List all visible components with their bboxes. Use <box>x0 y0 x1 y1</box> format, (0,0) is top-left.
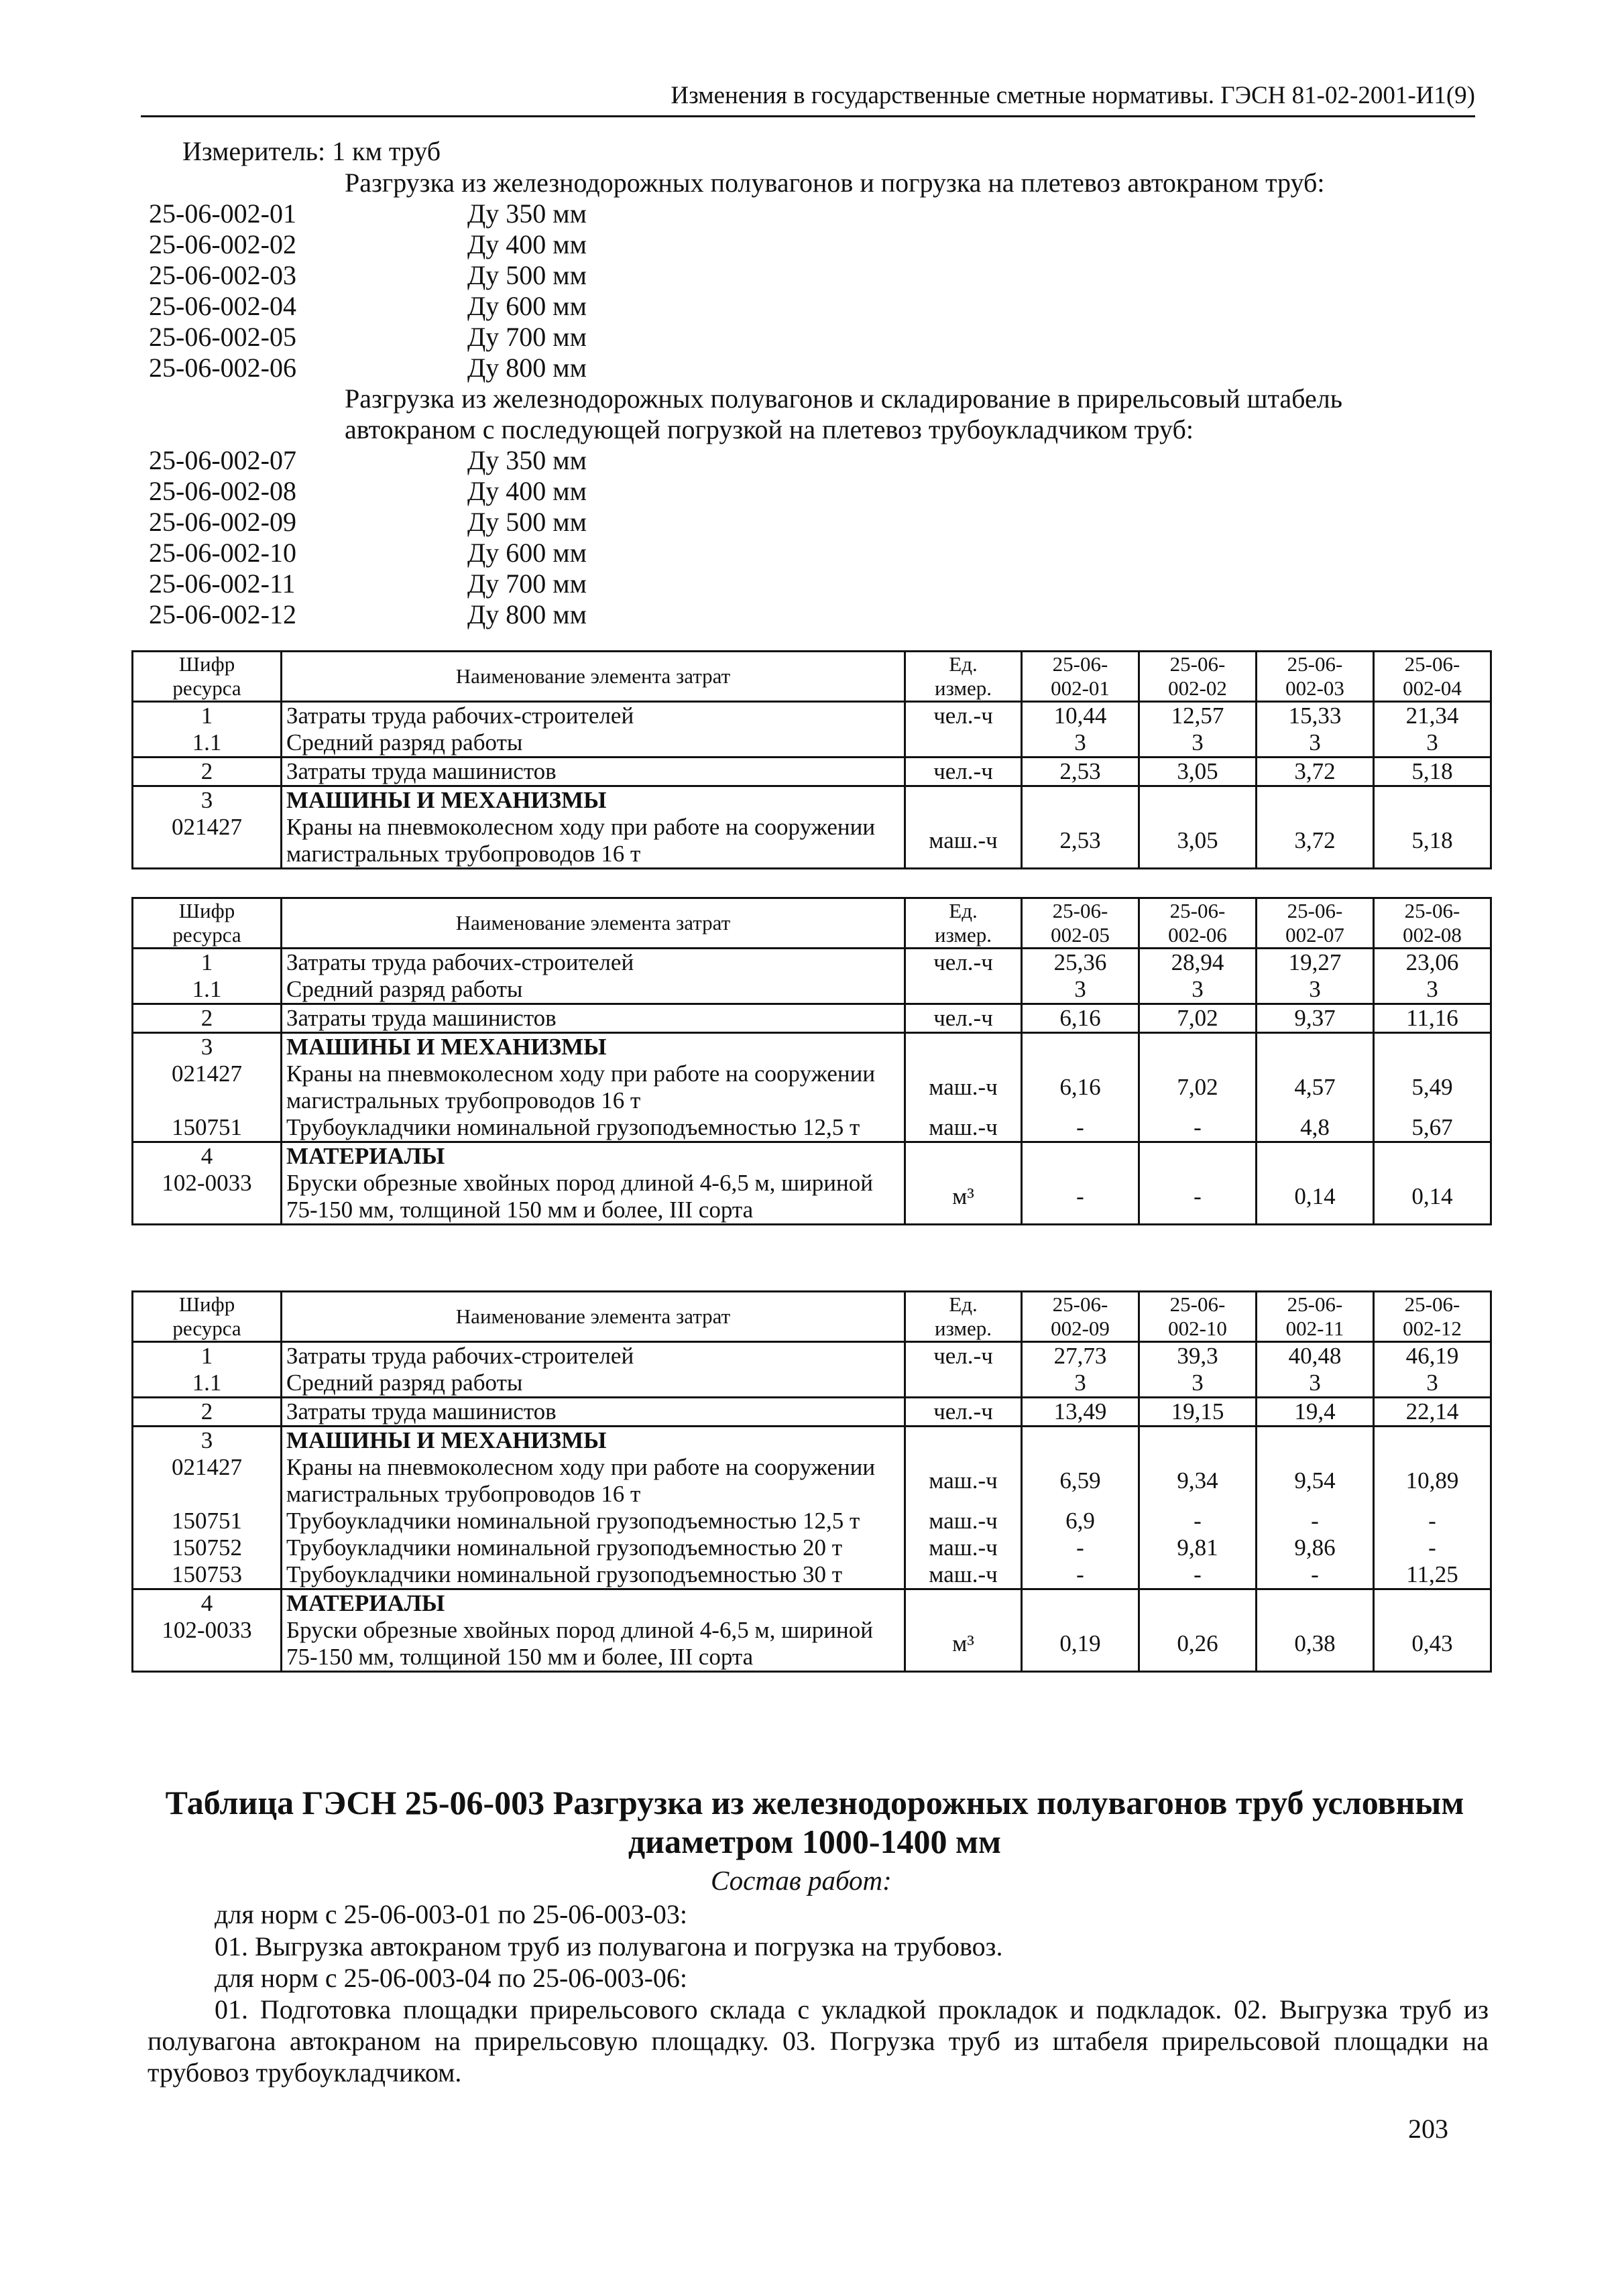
row-code: 1 <box>133 949 282 977</box>
row-value: 10,44 <box>1022 702 1139 730</box>
row-unit: чел.-ч <box>905 1398 1022 1427</box>
list-item <box>149 507 1490 538</box>
norm-list <box>149 168 1490 630</box>
row-code: 2 <box>133 1398 282 1427</box>
section-heading: МАШИНЫ И МЕХАНИЗМЫ <box>282 1427 905 1455</box>
row-code: 150751 <box>133 1508 282 1534</box>
row-value: 9,54 <box>1257 1454 1374 1508</box>
row-value: 0,14 <box>1374 1170 1491 1225</box>
row-value: 0,19 <box>1022 1617 1139 1672</box>
row-value: 3 <box>1139 976 1257 1004</box>
list-item <box>149 568 1490 599</box>
row-code: 3 <box>133 786 282 814</box>
header-code: Шифр ресурса <box>133 898 282 949</box>
list-item <box>149 353 1490 383</box>
composition-label: Состав работ: <box>711 1865 892 1896</box>
row-unit: маш.-ч <box>905 1114 1022 1142</box>
table-row <box>133 1454 1491 1508</box>
header-unit: Ед. измер. <box>905 898 1022 949</box>
row-name: Трубоукладчики номинальной грузоподъемностью 30 т <box>282 1561 905 1589</box>
table-row <box>133 1061 1491 1114</box>
list-item <box>149 445 1490 476</box>
row-value: 19,27 <box>1257 949 1374 977</box>
table-row <box>133 976 1491 1004</box>
row-value: 7,02 <box>1139 1004 1257 1033</box>
row-value: 3 <box>1374 976 1491 1004</box>
norm-code: 25-06-002-11 <box>149 568 296 599</box>
row-value: - <box>1139 1114 1257 1142</box>
row-code: 1.1 <box>133 976 282 1004</box>
row-value: 3 <box>1139 1370 1257 1398</box>
row-code: 3 <box>133 1033 282 1061</box>
table-section-row <box>133 1033 1491 1061</box>
row-value: 5,49 <box>1374 1061 1491 1114</box>
norm-desc: Ду 500 мм <box>467 260 587 290</box>
row-value: 19,4 <box>1257 1398 1374 1427</box>
norm-desc: Ду 500 мм <box>467 507 587 537</box>
row-unit: маш.-ч <box>905 1508 1022 1534</box>
work-line: 01. Выгрузка автокраном труб из полувагона и погрузка на трубовоз. <box>215 1931 1003 1961</box>
list-item <box>149 260 1490 291</box>
row-name: Средний разряд работы <box>282 729 905 758</box>
table-row <box>133 729 1491 758</box>
row-value: 3,72 <box>1257 814 1374 869</box>
row-value: 2,53 <box>1022 814 1139 869</box>
norm-desc: Ду 600 мм <box>467 538 587 568</box>
header-norm-code: 25-06- 002-06 <box>1139 898 1257 949</box>
row-value: - <box>1257 1508 1374 1534</box>
row-code: 021427 <box>133 814 282 869</box>
row-value: - <box>1139 1561 1257 1589</box>
row-name: Краны на пневмоколесном ходу при работе на сооружении магистральных трубопроводов 16 т <box>282 814 905 869</box>
row-value: 23,06 <box>1374 949 1491 977</box>
row-code: 2 <box>133 758 282 786</box>
norm-code: 25-06-002-01 <box>149 198 296 229</box>
header-norm-code: 25-06- 002-10 <box>1139 1292 1257 1342</box>
row-name: Затраты труда рабочих-строителей <box>282 1342 905 1370</box>
table-row <box>133 1398 1491 1427</box>
row-name: Затраты труда машинистов <box>282 758 905 786</box>
row-value: 2,53 <box>1022 758 1139 786</box>
norm-code: 25-06-002-03 <box>149 260 296 290</box>
list-item <box>149 476 1490 507</box>
header-code: Шифр ресурса <box>133 1292 282 1342</box>
list-item <box>149 538 1490 568</box>
row-value: 22,14 <box>1374 1398 1491 1427</box>
table-row <box>133 1508 1491 1534</box>
table-header-row <box>133 652 1491 702</box>
row-name: Краны на пневмоколесном ходу при работе на сооружении магистральных трубопроводов 16 т <box>282 1454 905 1508</box>
row-name: Средний разряд работы <box>282 976 905 1004</box>
row-unit: чел.-ч <box>905 702 1022 730</box>
header-norm-code: 25-06- 002-01 <box>1022 652 1139 702</box>
row-value: 3 <box>1022 729 1139 758</box>
row-value: 6,16 <box>1022 1061 1139 1114</box>
row-code: 021427 <box>133 1061 282 1114</box>
table-row <box>133 702 1491 730</box>
row-value: - <box>1374 1534 1491 1561</box>
work-line: для норм с 25-06-003-01 по 25-06-003-03: <box>215 1899 688 1929</box>
row-code: 3 <box>133 1427 282 1455</box>
row-value: 3,05 <box>1139 814 1257 869</box>
row-code: 4 <box>133 1142 282 1170</box>
row-unit <box>905 976 1022 1004</box>
norm-desc: Ду 700 мм <box>467 322 587 352</box>
row-code: 102-0033 <box>133 1170 282 1225</box>
resource-table-2 <box>131 897 1492 1225</box>
section-heading: МАТЕРИАЛЫ <box>282 1589 905 1618</box>
row-code: 150751 <box>133 1114 282 1142</box>
header-norm-code: 25-06- 002-07 <box>1257 898 1374 949</box>
row-value: 46,19 <box>1374 1342 1491 1370</box>
norm-desc: Ду 350 мм <box>467 198 587 229</box>
row-value: 6,16 <box>1022 1004 1139 1033</box>
page-number: 203 <box>1408 2114 1448 2144</box>
row-name: Затраты труда машинистов <box>282 1004 905 1033</box>
row-value: 3 <box>1139 729 1257 758</box>
row-value: 4,57 <box>1257 1061 1374 1114</box>
table-row <box>133 1617 1491 1672</box>
norm-desc: Ду 800 мм <box>467 599 587 629</box>
row-code: 1 <box>133 702 282 730</box>
norm-desc: Ду 400 мм <box>467 476 587 506</box>
row-value: 0,14 <box>1257 1170 1374 1225</box>
row-name: Трубоукладчики номинальной грузоподъемностью 12,5 т <box>282 1508 905 1534</box>
row-name: Затраты труда рабочих-строителей <box>282 949 905 977</box>
table-row <box>133 949 1491 977</box>
header-norm-code: 25-06- 002-02 <box>1139 652 1257 702</box>
table-section-row <box>133 1142 1491 1170</box>
row-value: 3 <box>1374 1370 1491 1398</box>
table-row <box>133 1534 1491 1561</box>
row-value: 11,16 <box>1374 1004 1491 1033</box>
header-unit: Ед. измер. <box>905 652 1022 702</box>
row-value: 13,49 <box>1022 1398 1139 1427</box>
row-name: Средний разряд работы <box>282 1370 905 1398</box>
row-value: 3 <box>1374 729 1491 758</box>
table-row <box>133 814 1491 869</box>
row-value: 3,72 <box>1257 758 1374 786</box>
table-row <box>133 1170 1491 1225</box>
header-norm-code: 25-06- 002-08 <box>1374 898 1491 949</box>
list-item <box>149 599 1490 630</box>
row-code: 1.1 <box>133 1370 282 1398</box>
norm-code: 25-06-002-07 <box>149 445 296 475</box>
list-item <box>149 229 1490 260</box>
norm-code: 25-06-002-10 <box>149 538 296 568</box>
row-value: 0,43 <box>1374 1617 1491 1672</box>
row-name: Трубоукладчики номинальной грузоподъемностью 12,5 т <box>282 1114 905 1142</box>
row-value: 7,02 <box>1139 1061 1257 1114</box>
row-code: 2 <box>133 1004 282 1033</box>
norm-desc: Ду 800 мм <box>467 353 587 383</box>
row-value: 3 <box>1257 729 1374 758</box>
row-code: 4 <box>133 1589 282 1618</box>
table-section-row <box>133 786 1491 814</box>
header-name: Наименование элемента затрат <box>282 898 905 949</box>
row-unit: маш.-ч <box>905 814 1022 869</box>
header-norm-code: 25-06- 002-03 <box>1257 652 1374 702</box>
header-norm-code: 25-06- 002-05 <box>1022 898 1139 949</box>
norm-code: 25-06-002-09 <box>149 507 296 537</box>
meter-line: Измеритель: 1 км труб <box>182 136 441 166</box>
row-value: 6,9 <box>1022 1508 1139 1534</box>
table-row <box>133 1561 1491 1589</box>
row-value: 3 <box>1022 976 1139 1004</box>
group-title-continued: автокраном с последующей погрузкой на плетевоз трубоукладчиком труб: <box>345 414 1194 444</box>
norm-desc: Ду 350 мм <box>467 445 587 475</box>
row-value: - <box>1022 1534 1139 1561</box>
norm-desc: Ду 600 мм <box>467 291 587 321</box>
section-heading: МАШИНЫ И МЕХАНИЗМЫ <box>282 1033 905 1061</box>
row-unit: чел.-ч <box>905 1342 1022 1370</box>
row-name: Краны на пневмоколесном ходу при работе на сооружении магистральных трубопроводов 16 т <box>282 1061 905 1114</box>
group-title: Разгрузка из железнодорожных полувагонов и погрузка на плетевоз автокраном труб: <box>345 168 1325 198</box>
row-value: 25,36 <box>1022 949 1139 977</box>
header-norm-code: 25-06- 002-12 <box>1374 1292 1491 1342</box>
row-value: - <box>1022 1114 1139 1142</box>
row-value: 3 <box>1022 1370 1139 1398</box>
norm-desc: Ду 700 мм <box>467 568 587 599</box>
row-value: 11,25 <box>1374 1561 1491 1589</box>
row-value: 0,38 <box>1257 1617 1374 1672</box>
row-value: - <box>1139 1508 1257 1534</box>
row-value: 19,15 <box>1139 1398 1257 1427</box>
row-value: - <box>1374 1508 1491 1534</box>
work-line: для норм с 25-06-003-04 по 25-06-003-06: <box>215 1963 688 1993</box>
row-value: 3 <box>1257 976 1374 1004</box>
row-value: 15,33 <box>1257 702 1374 730</box>
norm-desc: Ду 400 мм <box>467 229 587 259</box>
resource-table-1 <box>131 650 1492 869</box>
list-item <box>149 322 1490 353</box>
list-item <box>149 198 1490 229</box>
row-unit: чел.-ч <box>905 949 1022 977</box>
group-title: Разгрузка из железнодорожных полувагонов и складирование в прирельсовый штабель <box>345 383 1342 414</box>
row-value: 21,34 <box>1374 702 1491 730</box>
work-paragraph: 01. Подготовка площадки прирельсового склада с укладкой прокладок и подкладок. 02. Выгрузка труб из полувагона автокраном на прирельсовую площадку. 03. Погрузка труб из штабеля прирельсовой площадки на трубовоз трубоукладчиком. <box>148 1994 1489 2088</box>
row-value: 9,81 <box>1139 1534 1257 1561</box>
row-name: Бруски обрезные хвойных пород длиной 4-6,5 м, шириной 75-150 мм, толщиной 150 мм и более, III сорта <box>282 1617 905 1672</box>
list-item <box>149 291 1490 322</box>
running-header: Изменения в государственные сметные нормативы. ГЭСН 81-02-2001-И1(9) <box>141 79 1475 117</box>
row-name: Затраты труда рабочих-строителей <box>282 702 905 730</box>
row-value: 4,8 <box>1257 1114 1374 1142</box>
row-code: 021427 <box>133 1454 282 1508</box>
section-heading: МАТЕРИАЛЫ <box>282 1142 905 1170</box>
row-code: 150753 <box>133 1561 282 1589</box>
table-header-row <box>133 1292 1491 1342</box>
row-value: 40,48 <box>1257 1342 1374 1370</box>
table-row <box>133 758 1491 786</box>
row-value: 39,3 <box>1139 1342 1257 1370</box>
norm-code: 25-06-002-06 <box>149 353 296 383</box>
row-name: Бруски обрезные хвойных пород длиной 4-6,5 м, шириной 75-150 мм, толщиной 150 мм и более, III сорта <box>282 1170 905 1225</box>
header-code: Шифр ресурса <box>133 652 282 702</box>
row-code: 1 <box>133 1342 282 1370</box>
row-unit: м³ <box>905 1617 1022 1672</box>
row-value: - <box>1022 1170 1139 1225</box>
row-code: 150752 <box>133 1534 282 1561</box>
row-unit: маш.-ч <box>905 1561 1022 1589</box>
row-value: 28,94 <box>1139 949 1257 977</box>
norm-code: 25-06-002-02 <box>149 229 296 259</box>
table-row <box>133 1114 1491 1142</box>
row-unit: чел.-ч <box>905 758 1022 786</box>
row-name: Трубоукладчики номинальной грузоподъемностью 20 т <box>282 1534 905 1561</box>
row-name: Затраты труда машинистов <box>282 1398 905 1427</box>
row-value: 5,18 <box>1374 758 1491 786</box>
norm-code: 25-06-002-05 <box>149 322 296 352</box>
row-value: 6,59 <box>1022 1454 1139 1508</box>
row-unit: маш.-ч <box>905 1534 1022 1561</box>
row-code: 102-0033 <box>133 1617 282 1672</box>
row-value: 5,18 <box>1374 814 1491 869</box>
table-row <box>133 1370 1491 1398</box>
row-unit: маш.-ч <box>905 1454 1022 1508</box>
row-value: 12,57 <box>1139 702 1257 730</box>
section-title <box>134 1783 1495 1861</box>
row-value: 9,34 <box>1139 1454 1257 1508</box>
row-value: 0,26 <box>1139 1617 1257 1672</box>
table-section-row <box>133 1589 1491 1618</box>
row-value: 10,89 <box>1374 1454 1491 1508</box>
table-row <box>133 1342 1491 1370</box>
row-unit <box>905 1370 1022 1398</box>
row-value: 9,37 <box>1257 1004 1374 1033</box>
header-unit: Ед. измер. <box>905 1292 1022 1342</box>
section-title-line-2: диаметром 1000-1400 мм <box>628 1823 1002 1860</box>
row-value: 9,86 <box>1257 1534 1374 1561</box>
table-header-row <box>133 898 1491 949</box>
row-value: 3,05 <box>1139 758 1257 786</box>
header-norm-code: 25-06- 002-09 <box>1022 1292 1139 1342</box>
row-unit: маш.-ч <box>905 1061 1022 1114</box>
header-name: Наименование элемента затрат <box>282 1292 905 1342</box>
norm-code: 25-06-002-12 <box>149 599 296 629</box>
row-unit: чел.-ч <box>905 1004 1022 1033</box>
norm-code: 25-06-002-08 <box>149 476 296 506</box>
section-title-line-1: Таблица ГЭСН 25-06-003 Разгрузка из железнодорожных полувагонов труб условным <box>165 1784 1464 1821</box>
header-name: Наименование элемента затрат <box>282 652 905 702</box>
row-value: 27,73 <box>1022 1342 1139 1370</box>
table-row <box>133 1004 1491 1033</box>
row-value: - <box>1022 1561 1139 1589</box>
row-value: 5,67 <box>1374 1114 1491 1142</box>
row-value: - <box>1139 1170 1257 1225</box>
table-section-row <box>133 1427 1491 1455</box>
norm-code: 25-06-002-04 <box>149 291 296 321</box>
section-heading: МАШИНЫ И МЕХАНИЗМЫ <box>282 786 905 814</box>
row-value: - <box>1257 1561 1374 1589</box>
row-unit <box>905 729 1022 758</box>
header-norm-code: 25-06- 002-11 <box>1257 1292 1374 1342</box>
row-unit: м³ <box>905 1170 1022 1225</box>
row-value: 3 <box>1257 1370 1374 1398</box>
resource-table-3 <box>131 1290 1492 1673</box>
header-norm-code: 25-06- 002-04 <box>1374 652 1491 702</box>
row-code: 1.1 <box>133 729 282 758</box>
